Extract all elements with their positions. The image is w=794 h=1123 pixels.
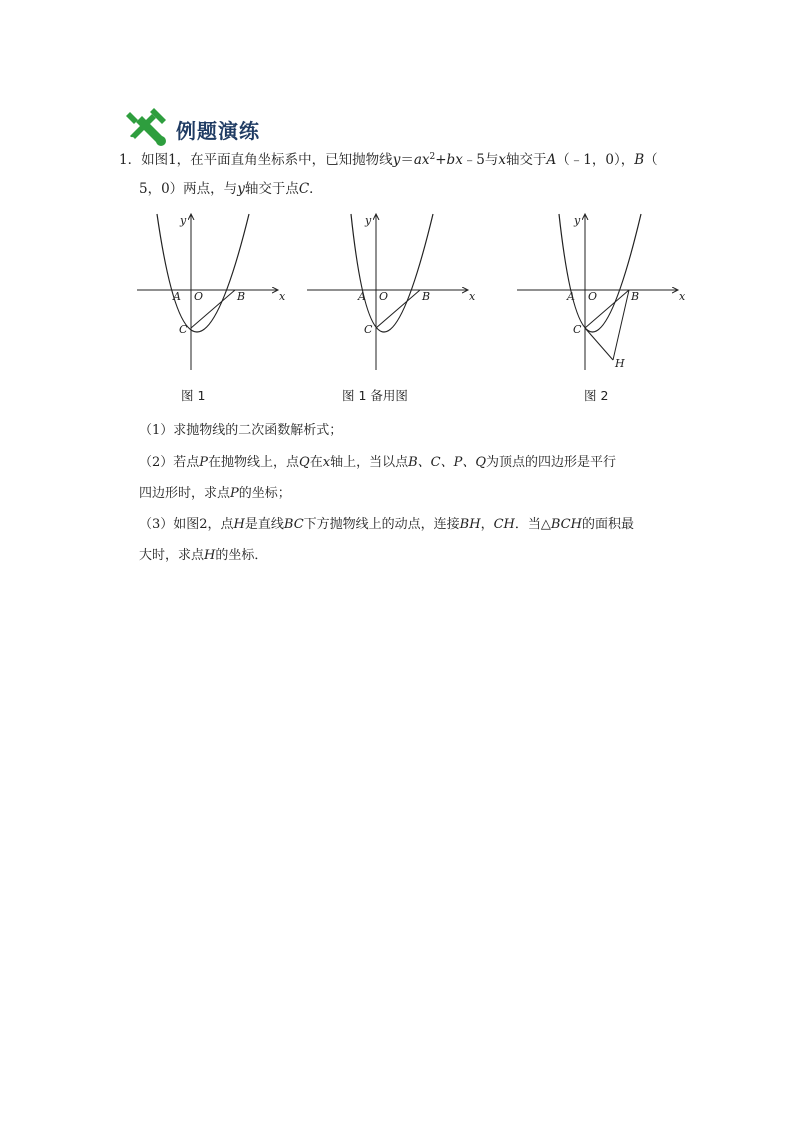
figure-2-caption: 图 2 (584, 388, 609, 403)
x-axis-label: x (469, 290, 476, 303)
figure-1-backup (307, 214, 476, 370)
origin-label: O (588, 290, 598, 303)
section-title: 例题演练 (176, 118, 260, 143)
figure-1-caption: 图 1 (181, 388, 206, 403)
x-axis-label: x (679, 290, 686, 303)
point-a-label: A (358, 290, 366, 303)
section-header (124, 104, 260, 148)
y-axis-label: y (365, 214, 372, 227)
problem-line-2: 5，0）两点，与y轴交于点C． (139, 181, 323, 197)
point-b-label: B (422, 290, 431, 303)
point-c-label: C (364, 323, 373, 336)
origin-label: O (379, 290, 389, 303)
point-c-label: C (179, 323, 188, 336)
x-axis-label: x (279, 290, 286, 303)
point-a-label: A (173, 290, 181, 303)
question-2-line-1: （2）若点P在抛物线上，点Q在x轴上，当以点B、C、P、Q为顶点的四边形是平行 (139, 455, 617, 470)
problem-line-1: 1．如图1，在平面直角坐标系中，已知抛物线$y=ax^2+bx﹣5$与x轴交于A（﹣1，0），B（ (119, 152, 658, 168)
point-c-label: C (573, 323, 582, 336)
figure-2 (517, 214, 686, 370)
question-3-line-2: 大时，求点H的坐标． (139, 548, 268, 563)
origin-label: O (194, 290, 204, 303)
problem-number: 1． (119, 152, 142, 168)
y-axis-label: y (574, 214, 581, 227)
figures-row (133, 210, 693, 410)
point-b-label: B (237, 290, 246, 303)
figure-1-backup-caption: 图 1 备用图 (342, 388, 408, 403)
figure-1 (137, 214, 286, 370)
point-h-label: H (615, 357, 625, 370)
question-3-line-1: （3）如图2，点H是直线BC下方抛物线上的动点，连接BH，CH．当△BCH的面积最 (139, 517, 634, 532)
question-1: （1）求抛物线的二次函数解析式； (139, 423, 343, 438)
point-a-label: A (567, 290, 575, 303)
point-b-label: B (631, 290, 640, 303)
y-axis-label: y (180, 214, 187, 227)
question-2-line-2: 四边形时，求点P的坐标； (139, 486, 291, 501)
tools-icon (124, 104, 170, 148)
